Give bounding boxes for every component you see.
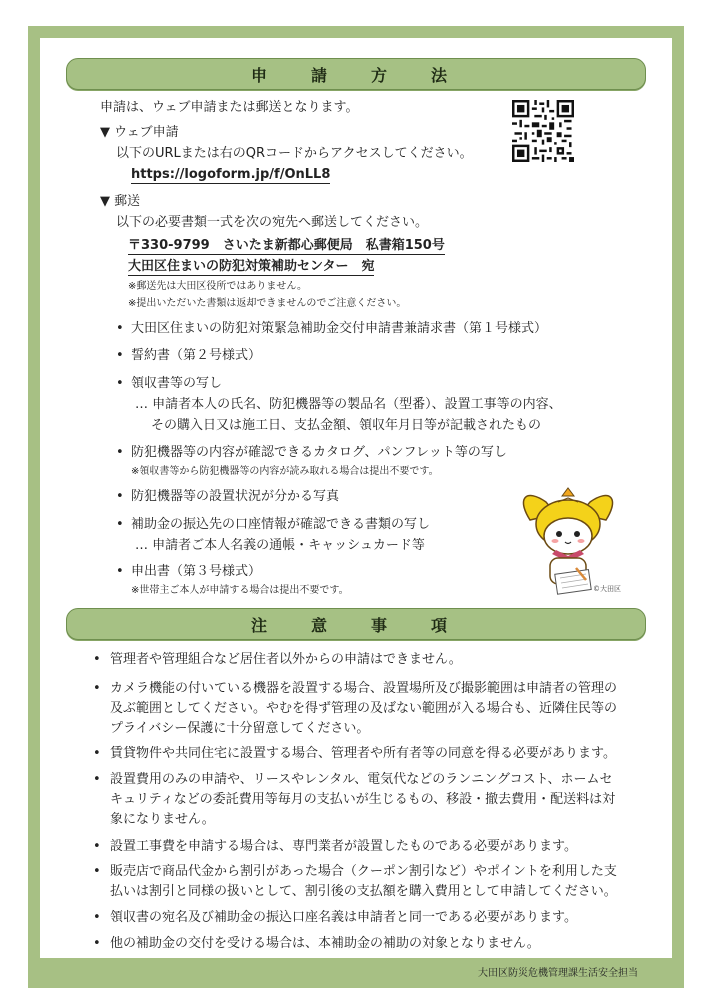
receipt-detail-2: その購入日又は施工日、支払金額、領収年月日等が記載されたもの: [151, 418, 542, 433]
bullet-icon: •: [93, 746, 101, 761]
bullet-icon: •: [116, 445, 124, 460]
note-line: カメラ機能の付いている機器を設置する場合、設置場所及び撮影範囲は申請者の管理の: [110, 681, 618, 696]
web-url-link[interactable]: https://logoform.jp/f/OnLL8: [131, 167, 331, 182]
document-item: 大田区住まいの防犯対策緊急補助金交付申請書兼請求書（第１号様式）: [131, 321, 548, 336]
note-line: 販売店で商品代金から割引があった場合（クーポン割引など）やポイントを利用した支: [110, 864, 617, 879]
document-item: 防犯機器等の設置状況が分かる写真: [131, 489, 340, 504]
address-line-1: 〒330-9799 さいたま新都心郵便局 私書箱150号: [128, 238, 445, 253]
address-line-2: 大田区住まいの防犯対策補助センター 宛: [128, 259, 375, 274]
bullet-icon: •: [93, 652, 101, 667]
bank-detail: … 申請者ご本人名義の通帳・キャッシュカード等: [135, 538, 425, 553]
bullet-icon: •: [116, 564, 124, 579]
mail-note-1: ※郵送先は大田区役所ではありません。: [128, 281, 307, 292]
note-line: キュリティなどの委託費用等毎月の支払いが生じるもの、移設・撤去費用・配送料は対: [110, 792, 616, 807]
bullet-icon: •: [116, 376, 124, 391]
bullet-icon: •: [93, 681, 101, 696]
document-item: 補助金の振込先の口座情報が確認できる書類の写し: [131, 517, 431, 532]
note-line: 払いは割引と同様の扱いとして、割引後の支払額を購入費用として申請してください。: [110, 884, 617, 899]
bullet-icon: •: [116, 321, 124, 336]
bullet-icon: •: [93, 772, 101, 787]
bullet-icon: •: [116, 489, 124, 504]
bullet-icon: •: [116, 517, 124, 532]
note-line: 設置費用のみの申請や、リースやレンタル、電気代などのランニングコスト、ホームセ: [110, 772, 613, 787]
note-line: 設置工事費を申請する場合は、専門業者が設置したものである必要があります。: [110, 839, 577, 854]
bullet-icon: •: [93, 864, 101, 879]
note-line: 管理者や管理組合など居住者以外からの申請はできません。: [110, 652, 462, 667]
document-item: 誓約書（第２号様式）: [131, 348, 262, 363]
note-line: プライバシー保護に十分留意してください。: [110, 721, 370, 736]
intro-text: 申請は、ウェブ申請または郵送となります。: [100, 100, 359, 115]
mail-instruction: 以下の必要書類一式を次の宛先へ郵送してください。: [116, 215, 429, 230]
mascot-credit: ©大田区: [593, 585, 621, 593]
section-header-method: 申 請 方 法: [66, 58, 646, 90]
footer-department: 大田区防災危機管理課生活安全担当: [478, 968, 638, 979]
qr-code-icon[interactable]: [512, 100, 574, 162]
mascot-illustration: [512, 484, 624, 596]
section-header-notes: 注 意 事 項: [66, 608, 646, 640]
note-line: 賃貸物件や共同住宅に設置する場合、管理者や所有者等の同意を得る必要があります。: [110, 746, 616, 761]
catalog-note: ※領収書等から防犯機器等の内容が読み取れる場合は提出不要です。: [131, 466, 439, 477]
web-instruction: 以下のURLまたは右のQRコードからアクセスしてください。: [116, 146, 473, 161]
note-line: 他の補助金の交付を受ける場合は、本補助金の補助の対象となりません。: [110, 936, 540, 951]
bullet-icon: •: [93, 910, 101, 925]
bullet-icon: •: [93, 936, 101, 951]
note-line: 領収書の宛名及び補助金の振込口座名義は申請者と同一である必要があります。: [110, 910, 577, 925]
bullet-icon: •: [93, 839, 101, 854]
bullet-icon: •: [116, 348, 124, 363]
web-heading: ▼ ウェブ申請: [100, 125, 179, 140]
receipt-detail-1: … 申請者本人の氏名、防犯機器等の製品名（型番）、設置工事等の内容、: [135, 397, 562, 412]
mail-note-2: ※提出いただいた書類は返却できませんのでご注意ください。: [128, 298, 407, 309]
document-item: 申出書（第３号様式）: [131, 564, 262, 579]
mail-heading: ▼ 郵送: [100, 194, 141, 209]
document-item: 防犯機器等の内容が確認できるカタログ、パンフレット等の写し: [131, 445, 507, 460]
note-line: 及ぶ範囲としてください。やむを得ず管理の及ばない範囲が入る場合も、近隣住民等の: [110, 701, 618, 716]
householder-note: ※世帯主ご本人が申請する場合は提出不要です。: [131, 585, 349, 596]
document-item: 領収書等の写し: [131, 376, 223, 391]
note-line: 象になりません。: [110, 812, 215, 827]
